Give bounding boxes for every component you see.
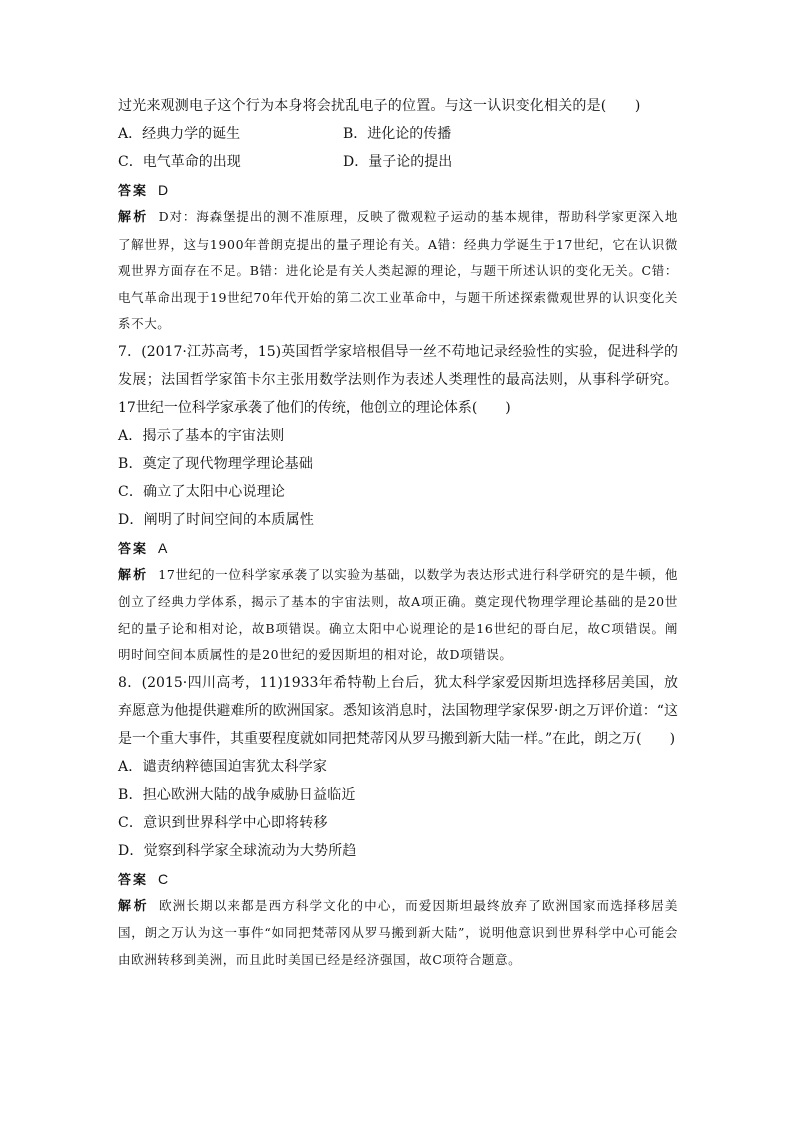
question-7-stem: 7．(2017·江苏高考，15)英国哲学家培根倡导一丝不苟地记录经验性的实验，促进科学的发展；法国哲学家笛卡尔主张用数学法则作为表述人类理性的最高法则，从事科学研究。17世纪一位科学家承袭了他们的传统，他创立的理论体系( ) [118,343,678,416]
option-a: A．谴责纳粹德国迫害犹太科学家 [118,758,328,775]
document-page [118,92,678,973]
option-a: A．揭示了基本的宇宙法则 [118,427,285,444]
question-6-options-row-1 [118,120,678,148]
explanation-label: 解析 [118,210,149,225]
question-6-options-row-2 [118,148,678,176]
question-8 [118,669,678,974]
question-6 [118,92,678,338]
option-b: B．进化论的传播 [343,126,452,142]
question-8-explanation [118,893,678,974]
explanation-text: 17世纪的一位科学家承袭了以实验为基础，以数学为表达形式进行科学研究的是牛顿，他创立了经典力学体系，揭示了基本的宇宙法则，故A项正确。奠定现代物理学理论基础的是20世纪的量子论和相对论，故B项错误。确立太阳中心说理论的是16世纪的哥白尼，故C项错误。阐明时间空间本质属性的是20世纪的爱因斯坦的相对论，故D项错误。 [118,566,678,662]
option-b: B．奠定了现代物理学理论基础 [118,455,314,472]
question-7-answer [118,534,678,562]
question-8-stem: 8．(2015·四川高考，11)1933年希特勒上台后，犹太科学家爱因斯坦选择移居美国，放弃愿意为他提供避难所的欧洲国家。悉知该消息时，法国物理学家保罗·朗之万评价道：“这是一个重大事件，其重要程度就如同把梵蒂冈从罗马搬到新大陆一样。”在此，朗之万( ) [118,674,678,747]
explanation-text: 欧洲长期以来都是西方科学文化的中心，而爱因斯坦最终放弃了欧洲国家而选择移居美国，朗之万认为这一事件“如同把梵蒂冈从罗马搬到新大陆”，说明他意识到世界科学中心可能会由欧洲转移到美洲，而且此时美国已经是经济强国，故C项符合题意。 [118,897,678,967]
question-6-stem-tail: 过光来观测电子这个行为本身将会扰乱电子的位置。与这一认识变化相关的是( ) [118,98,641,114]
option-a: A．经典力学的诞生 [118,126,241,142]
answer-label: 答案 [118,541,149,557]
explanation-label: 解析 [118,567,149,583]
answer-value: D [158,182,169,198]
answer-value: A [158,539,168,556]
question-8-answer [118,865,678,893]
explanation-text: D对：海森堡提出的测不准原理，反映了微观粒子运动的基本规律，帮助科学家更深入地了解世界，这与1900年普朗克提出的量子理论有关。A错：经典力学诞生于17世纪，它在认识微观世界方面存在不足。B错：进化论是有关人类起源的理论，与题干所述认识的变化无关。C错：电气革命出现于19世纪70年代开始的第二次工业革命中，与题干所述探索微观世界的认识变化关系不大。 [118,209,678,331]
option-d: D．觉察到科学家全球流动为大势所趋 [118,842,357,859]
option-d: D．量子论的提出 [343,154,453,170]
option-c: C．电气革命的出现 [118,154,241,170]
question-7-explanation [118,562,678,669]
option-c: C．意识到世界科学中心即将转移 [118,814,328,831]
option-b: B．担心欧洲大陆的战争威胁日益临近 [118,786,356,803]
option-d: D．阐明了时间空间的本质属性 [118,511,315,528]
option-c: C．确立了太阳中心说理论 [118,483,286,500]
question-6-explanation [118,204,678,338]
explanation-label: 解析 [118,898,150,914]
question-7 [118,338,678,669]
answer-value: C [158,870,169,887]
answer-label: 答案 [118,184,149,199]
answer-label: 答案 [118,872,149,888]
question-6-answer [118,176,678,204]
